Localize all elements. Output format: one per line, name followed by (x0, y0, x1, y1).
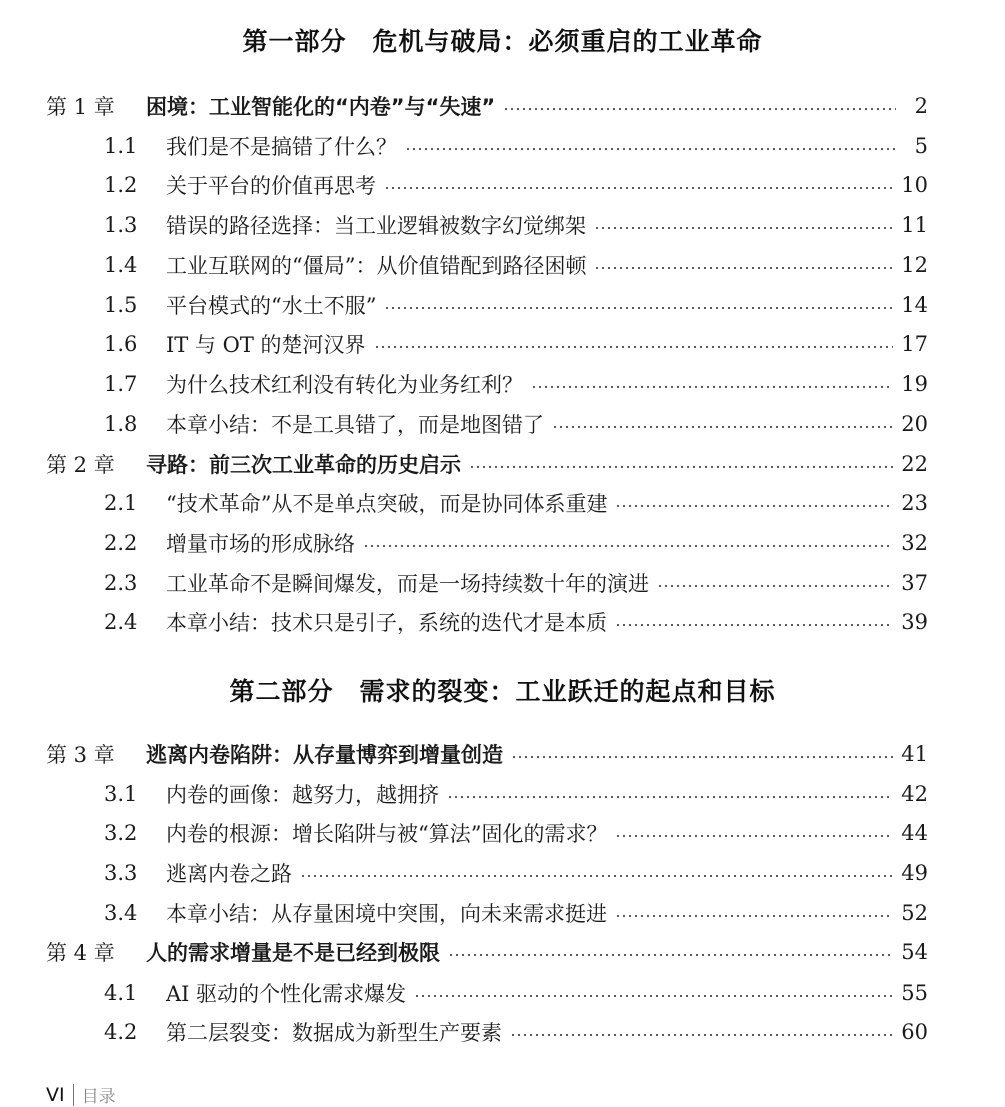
section-title: AI 驱动的个性化需求爆发 (166, 982, 407, 1006)
section-title: 关于平台的价值再思考 (166, 174, 376, 198)
section-title: 本章小结：不是工具错了，而是地图错了 (166, 413, 544, 437)
page-number: 32 (901, 531, 928, 555)
page-folio: VI (46, 1083, 65, 1106)
section-title: 内卷的画像：越努力，越拥挤 (166, 783, 439, 807)
toc-section-3-4[interactable] (0, 898, 1005, 928)
section-title: 工业互联网的“僵局”：从价值错配到路径困顿 (166, 254, 587, 278)
chapter-title: 困境：工业智能化的“内卷”与“失速” (146, 95, 496, 119)
toc-section-3-3[interactable] (0, 858, 1005, 888)
page-number: 2 (914, 94, 928, 118)
dot-leader (384, 307, 893, 309)
toc-section-1-6[interactable] (0, 329, 1005, 359)
page-number: 55 (901, 981, 928, 1005)
section-number: 2.2 (104, 531, 138, 555)
chapter-number: 第 2 章 (46, 453, 115, 477)
chapter-number: 第 4 章 (46, 941, 115, 965)
chapter-title: 人的需求增量是不是已经到极限 (146, 941, 440, 965)
page-number: 12 (901, 253, 928, 277)
chapter-title: 逃离内卷陷阱：从存量博弈到增量创造 (146, 743, 503, 767)
dot-leader (615, 505, 893, 507)
section-title: 工业革命不是瞬间爆发，而是一场持续数十年的演进 (166, 572, 649, 596)
section-title: 我们是不是搞错了什么？ (166, 135, 397, 159)
section-number: 1.2 (104, 173, 138, 197)
toc-section-4-2[interactable] (0, 1017, 1005, 1047)
section-number: 2.3 (104, 571, 138, 595)
page-number: 19 (901, 372, 928, 396)
section-title: 内卷的根源：增长陷阱与被“算法”固化的需求？ (166, 822, 608, 846)
section-title: 本章小结：技术只是引子，系统的迭代才是本质 (166, 611, 607, 635)
section-number: 1.1 (104, 134, 138, 158)
section-number: 2.1 (104, 491, 138, 515)
toc-section-1-5[interactable] (0, 290, 1005, 320)
section-number: 4.2 (104, 1020, 138, 1044)
page-number: 17 (901, 332, 928, 356)
section-number: 1.8 (104, 412, 138, 436)
dot-leader (615, 624, 893, 626)
toc-section-1-7[interactable] (0, 369, 1005, 399)
page-number: 42 (901, 782, 928, 806)
dot-leader (469, 466, 893, 468)
section-number: 4.1 (104, 981, 138, 1005)
toc-section-3-2[interactable] (0, 818, 1005, 848)
footer-divider (73, 1084, 74, 1106)
page-number: 52 (901, 901, 928, 925)
section-title: 错误的路径选择：当工业逻辑被数字幻觉绑架 (166, 214, 586, 238)
section-number: 2.4 (104, 610, 138, 634)
dot-leader (615, 835, 893, 837)
page-number: 23 (901, 491, 928, 515)
toc-section-2-3[interactable] (0, 568, 1005, 598)
section-number: 3.4 (104, 901, 138, 925)
toc-section-4-1[interactable] (0, 978, 1005, 1008)
page-number: 44 (901, 821, 928, 845)
toc-chapter-1[interactable] (0, 91, 1005, 121)
dot-leader (300, 875, 893, 877)
section-title: 为什么技术红利没有转化为业务红利？ (166, 373, 523, 397)
toc-section-1-2[interactable] (0, 170, 1005, 200)
dot-leader (363, 545, 893, 547)
toc-section-2-4[interactable] (0, 607, 1005, 637)
page-number: 22 (901, 452, 928, 476)
section-title: IT 与 OT 的楚河汉界 (166, 333, 366, 357)
page-number: 60 (901, 1020, 928, 1044)
dot-leader (374, 346, 894, 348)
dot-leader (657, 585, 893, 587)
toc-chapter-2[interactable] (0, 449, 1005, 479)
page-footer (46, 1082, 116, 1107)
part-title: 第二部分 需求的裂变：工业跃迁的起点和目标 (229, 677, 776, 706)
section-title: 平台模式的“水土不服” (166, 294, 377, 318)
toc-chapter-4[interactable] (0, 937, 1005, 967)
dot-leader (511, 756, 893, 758)
section-number: 3.2 (104, 821, 138, 845)
section-number: 1.4 (104, 253, 138, 277)
section-title: 增量市场的形成脉络 (166, 532, 355, 556)
chapter-number: 第 3 章 (46, 743, 115, 767)
toc-section-1-4[interactable] (0, 250, 1005, 280)
toc-section-1-1[interactable] (0, 131, 1005, 161)
dot-leader (405, 148, 896, 150)
dot-leader (448, 954, 893, 956)
page-number: 49 (901, 861, 928, 885)
toc-chapter-3[interactable] (0, 739, 1005, 769)
toc-section-3-1[interactable] (0, 779, 1005, 809)
page-number: 54 (901, 940, 928, 964)
running-head: 目录 (81, 1087, 116, 1107)
page-number: 20 (901, 412, 928, 436)
section-title: 逃离内卷之路 (166, 862, 292, 886)
dot-leader (414, 995, 893, 997)
page-number: 10 (901, 173, 928, 197)
page-number: 5 (914, 134, 928, 158)
section-number: 3.1 (104, 782, 138, 806)
section-number: 3.3 (104, 861, 138, 885)
dot-leader (594, 227, 893, 229)
toc-section-1-3[interactable] (0, 210, 1005, 240)
section-number: 1.7 (104, 372, 138, 396)
chapter-title: 寻路：前三次工业革命的历史启示 (146, 453, 461, 477)
dot-leader (615, 915, 893, 917)
section-number: 1.5 (104, 293, 138, 317)
dot-leader (594, 267, 893, 269)
part-title: 第一部分 危机与破局：必须重启的工业革命 (242, 27, 763, 56)
page-number: 41 (901, 742, 928, 766)
section-number: 1.3 (104, 213, 138, 237)
section-title: 本章小结：从存量困境中突围，向未来需求挺进 (166, 902, 607, 926)
section-title: 第二层裂变：数据成为新型生产要素 (166, 1021, 502, 1045)
dot-leader (531, 386, 893, 388)
section-number: 1.6 (104, 332, 138, 356)
toc-section-2-2[interactable] (0, 528, 1005, 558)
dot-leader (552, 426, 893, 428)
page-number: 11 (901, 213, 928, 237)
dot-leader (503, 108, 896, 110)
page-number: 37 (901, 571, 928, 595)
dot-leader (510, 1034, 893, 1036)
page-number: 39 (901, 610, 928, 634)
dot-leader (384, 187, 893, 189)
toc-section-2-1[interactable] (0, 488, 1005, 518)
dot-leader (447, 796, 893, 798)
page-number: 14 (901, 293, 928, 317)
chapter-number: 第 1 章 (46, 95, 115, 119)
toc-section-1-8[interactable] (0, 409, 1005, 439)
section-title: “技术革命”从不是单点突破，而是协同体系重建 (166, 492, 608, 516)
